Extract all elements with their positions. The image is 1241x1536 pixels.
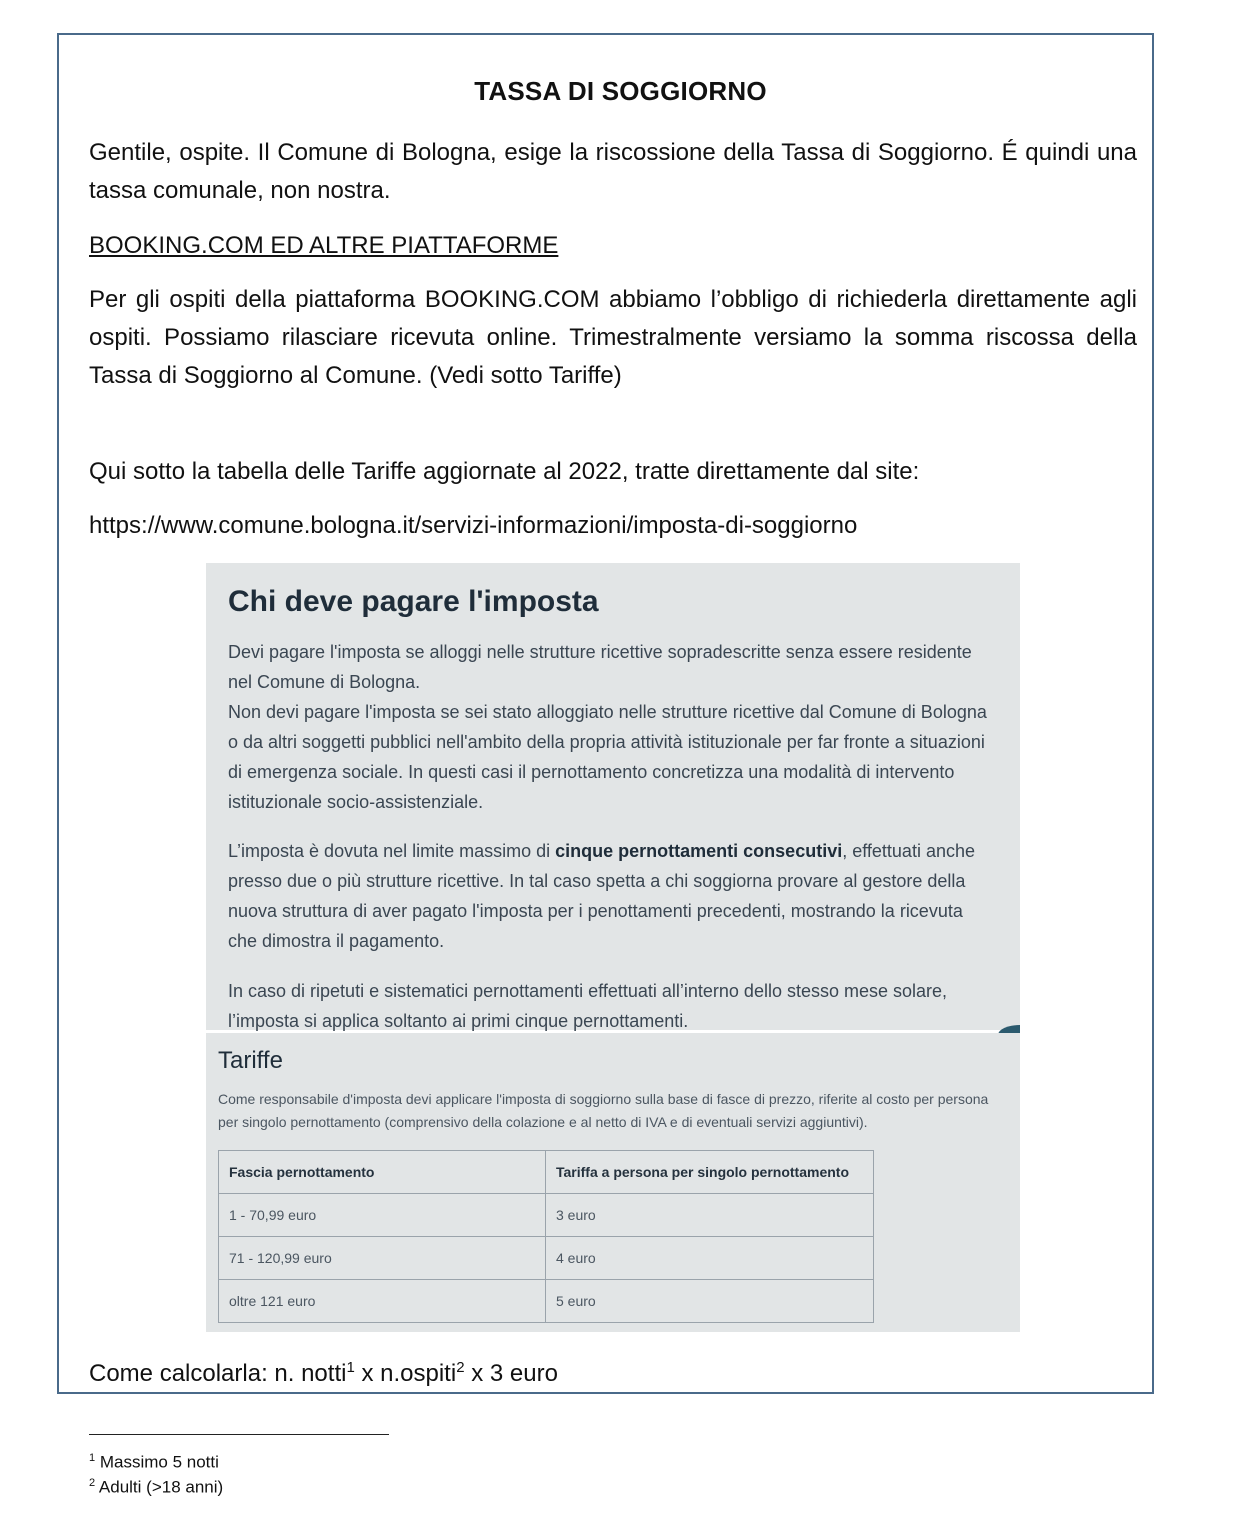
booking-paragraph: Per gli ospiti della piattaforma BOOKING.COM abbiamo l’obbligo di richiederla direttamente agli ospiti. Possiamo rilasciare ricevuta online. Trimestralmente versiamo la somma riscossa della Tassa di Soggiorno al Comune. (Vedi sotto Tariffe) [89,286,1137,389]
screenshot-paragraph-3: L’imposta è dovuta nel limite massimo di cinque pernottamenti consecutivi, effettuati anche presso due o più strutture ricettive. In tal caso spetta a chi soggiorna provare al gestore della nuova struttura di aver pagato l'imposta per i penottamenti precedenti, mostrando la ricevuta che dimostra il pagamento. [228,841,975,951]
table-row [219,1280,874,1323]
highlight-text: cinque pernottamenti consecutivi [555,841,843,861]
table-row [219,1194,874,1237]
tariffe-description: Come responsabile d'imposta devi applicare l'imposta di soggiorno sulla base di fasce di prezzo, riferite al costo per persona per singolo pernottamento (comprensivo della colazione e al netto di IVA e di eventuali servizi aggiuntivi). [218,1091,989,1130]
column-header: Tariffa a persona per singolo pernottamento [546,1151,874,1194]
table-cell: oltre 121 euro [219,1280,546,1323]
embedded-screenshot-tariffe [206,1033,1020,1332]
tariffe-table [218,1150,874,1323]
column-header: Fascia pernottamento [219,1151,546,1194]
footnote-ref: 1 [346,1359,355,1376]
intro-paragraph: Gentile, ospite. Il Comune di Bologna, esige la riscossione della Tassa di Soggiorno. É quindi una tassa comunale, non nostra. [89,139,1137,204]
screenshot-paragraph-1: Devi pagare l'imposta se alloggi nelle strutture ricettive sopradescritte senza essere residente nel Comune di Bologna. [228,642,972,692]
table-cell: 1 - 70,99 euro [219,1194,546,1237]
screenshot-paragraph-4: In caso di ripetuti e sistematici pernottamenti effettuati all’interno dello stesso mese solare, l’imposta si applica soltanto ai primi cinque pernottamenti. [228,981,948,1031]
page-title: TASSA DI SOGGIORNO [474,76,767,106]
table-cell: 71 - 120,99 euro [219,1237,546,1280]
footnote-ref: 2 [456,1359,465,1376]
table-header-row [219,1151,874,1194]
section-heading: BOOKING.COM ED ALTRE PIATTAFORME [89,232,559,259]
footnote-2: $^2$ Adulti (>18 anni) [89,1477,224,1497]
table-cell: 5 euro [546,1280,874,1323]
source-url[interactable]: https://www.comune.bologna.it/servizi-informazioni/imposta-di-soggiorno [89,512,858,539]
screenshot-heading: Chi deve pagare l'imposta [228,585,599,618]
table-cell: 3 euro [546,1194,874,1237]
table-intro: Qui sotto la tabella delle Tariffe aggiornate al 2022, tratte direttamente dal site: [89,458,920,485]
calculation-line: Come calcolarla: n. notti$^1$ x n.ospiti$^2$ x 3 euro [89,1359,558,1387]
footnote-1: $^1$ Massimo 5 notti [89,1452,219,1472]
embedded-screenshot-imposta [206,563,1020,1030]
screenshot-paragraph-2: Non devi pagare l'imposta se sei stato alloggiato nelle strutture ricettive dal Comune di Bologna o da altri soggetti pubblici nell'ambito della propria attività istituzionale per far fronte a situazioni di emergenza sociale. In questi casi il pernottamento concretizza una modalità di intervento istituzionale socio-assistenziale. [228,702,987,812]
table-cell: 4 euro [546,1237,874,1280]
table-row [219,1237,874,1280]
tariffe-heading: Tariffe [218,1047,283,1074]
footnote-divider [89,1434,389,1435]
